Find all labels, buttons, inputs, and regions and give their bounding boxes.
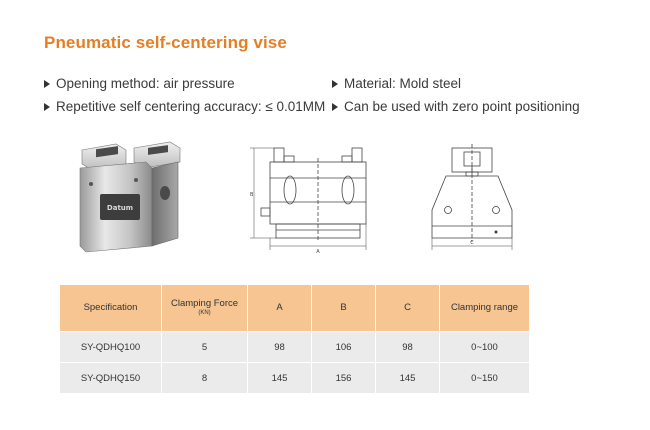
feature-text: Can be used with zero point positioning [344, 99, 580, 114]
cell-range: 0~150 [440, 363, 530, 394]
vise-product-image [76, 138, 182, 254]
cell-a: 98 [248, 332, 312, 363]
feature-list [44, 76, 644, 114]
cell-force: 5 [162, 332, 248, 363]
dimension-label-c: C [470, 240, 474, 246]
header-force-unit: (KN) [198, 309, 211, 316]
cell-a: 145 [248, 363, 312, 394]
side-view-drawing [420, 138, 524, 254]
header-force-label: Clamping Force [170, 298, 239, 310]
feature-item [44, 99, 332, 114]
table-row [60, 363, 530, 394]
dimension-label-b: B [250, 192, 254, 198]
header-clamping-force [162, 285, 248, 332]
feature-text: Material: Mold steel [344, 76, 462, 91]
header-specification: Specification [60, 285, 162, 332]
cell-spec: SY-QDHQ150 [60, 363, 162, 394]
table-header-row [60, 285, 530, 332]
triangle-bullet-icon [332, 80, 338, 88]
front-view-drawing [244, 138, 378, 256]
header-a: A [248, 285, 312, 332]
triangle-bullet-icon [44, 103, 50, 111]
feature-text: Repetitive self centering accuracy: ≤ 0.01MM [56, 99, 326, 114]
feature-item [332, 76, 632, 91]
page-title: Pneumatic self-centering vise [44, 33, 287, 52]
header-c: C [376, 285, 440, 332]
table-row [60, 332, 530, 363]
cell-force: 8 [162, 363, 248, 394]
header-clamping-range: Clamping range [440, 285, 530, 332]
triangle-bullet-icon [332, 103, 338, 111]
cell-b: 106 [312, 332, 376, 363]
header-b: B [312, 285, 376, 332]
specification-table [59, 284, 530, 394]
cell-b: 156 [312, 363, 376, 394]
cell-c: 98 [376, 332, 440, 363]
triangle-bullet-icon [44, 80, 50, 88]
dimension-label-a: A [316, 249, 320, 255]
feature-item [44, 76, 332, 91]
feature-text: Opening method: air pressure [56, 76, 235, 91]
brand-logo: Datum [106, 204, 134, 212]
cell-spec: SY-QDHQ100 [60, 332, 162, 363]
cell-c: 145 [376, 363, 440, 394]
feature-item [332, 99, 632, 114]
cell-range: 0~100 [440, 332, 530, 363]
